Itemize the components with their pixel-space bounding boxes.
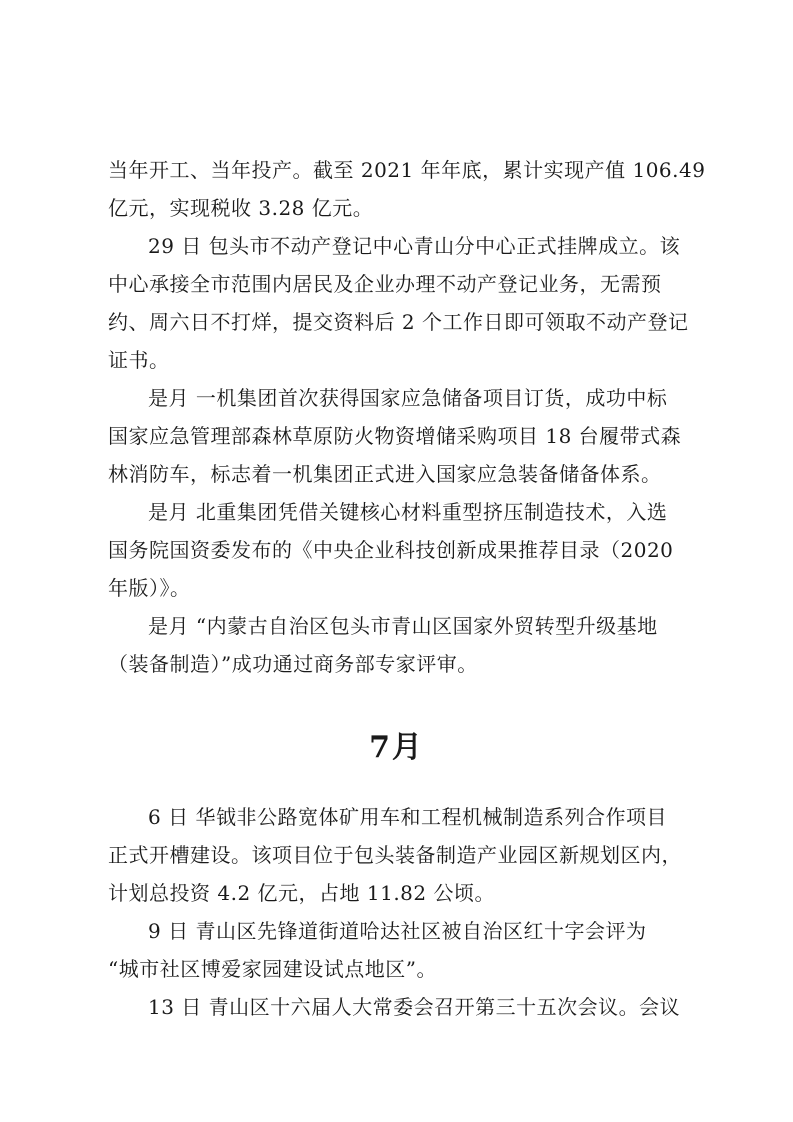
paragraph-line: 是月 “内蒙古自治区包头市青山区国家外贸转型升级基地 [148,614,658,638]
paragraph-line: 6 日 华钺非公路宽体矿用车和工程机械制造系列合作项目 [148,805,667,829]
paragraph-line: 正式开槽建设。该项目位于包头装备制造产业园区新规划区内， [108,843,682,867]
section-heading: 7月 [369,730,424,765]
paragraph-line: 计划总投资 4.2 亿元，占地 11.82 公顷。 [108,881,495,905]
paragraph-line: 当年开工、当年投产。截至 2021 年年底，累计实现产值 106.49 [108,158,706,182]
paragraph-line: 证书。 [108,348,170,372]
paragraph-line: “城市社区博爱家园建设试点地区”。 [108,957,437,981]
paragraph-line: （装备制造）”成功通过商务部专家评审。 [108,652,478,676]
bottom-text-block [108,798,688,1026]
paragraph-line: 中心承接全市范围内居民及企业办理不动产登记业务，无需预 [108,272,662,296]
paragraph-line: 国家应急管理部森林草原防火物资增储采购项目 18 台履带式森 [108,424,682,448]
paragraph-line: 国务院国资委发布的《中央企业科技创新成果推荐目录（2020 [108,538,674,562]
paragraph-line: 29 日 包头市不动产登记中心青山分中心正式挂牌成立。该 [148,234,681,258]
paragraph-line: 林消防车，标志着一机集团正式进入国家应急装备储备体系。 [108,462,662,486]
paragraph-line: 亿元，实现税收 3.28 亿元。 [108,196,374,220]
paragraph-line: 13 日 青山区十六届人大常委会召开第三十五次会议。会议 [148,995,681,1019]
paragraph-line: 约、周六日不打烊，提交资料后 2 个工作日即可领取不动产登记 [108,310,689,334]
paragraph-line: 是月 一机集团首次获得国家应急储备项目订货，成功中标 [148,386,668,410]
paragraph-line: 年版）》。 [108,576,191,600]
top-text-block [108,151,706,683]
paragraph-line: 是月 北重集团凭借关键核心材料重型挤压制造技术，入选 [148,500,668,524]
paragraph-line: 9 日 青山区先锋道街道哈达社区被自治区红十字会评为 [148,919,647,943]
